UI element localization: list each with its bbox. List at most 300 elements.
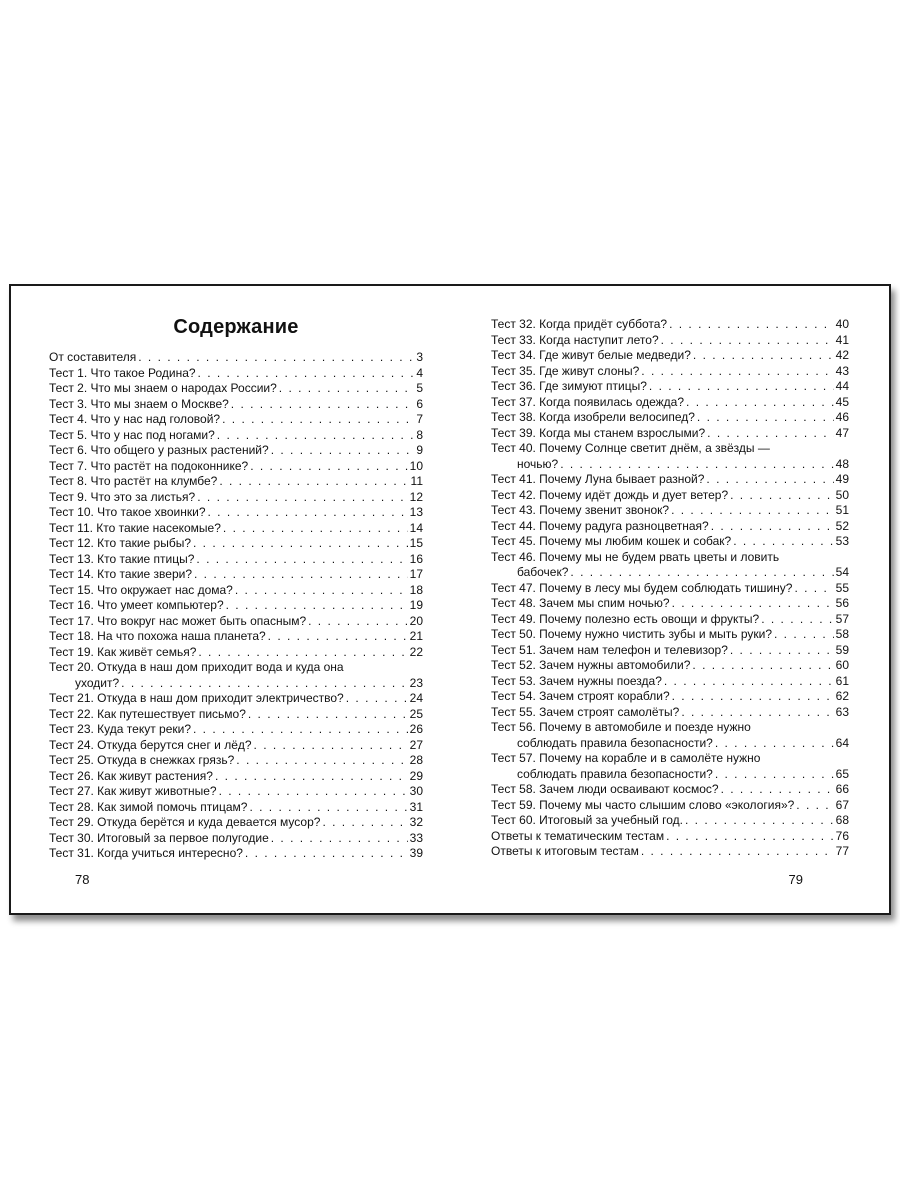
toc-entry [491, 410, 849, 426]
toc-entry-page: 29 [409, 768, 423, 783]
toc-entry-line [491, 565, 849, 581]
toc-entry [491, 426, 849, 442]
toc-left-list [49, 350, 423, 862]
toc-entry-page: 76 [835, 828, 849, 843]
toc-entry-title: соблюдать правила безопасности? [517, 766, 713, 781]
toc-entry-title: Тест 1. Что такое Родина? [49, 365, 196, 380]
toc-entry-line [49, 707, 423, 723]
toc-entry [49, 831, 423, 847]
toc-entry [491, 689, 849, 705]
toc-entry [49, 583, 423, 599]
toc-entry-line [49, 521, 423, 537]
toc-entry-page: 17 [409, 567, 423, 581]
toc-entry [49, 521, 423, 537]
toc-entry-page: 62 [835, 689, 849, 703]
dot-leader [245, 846, 408, 862]
toc-entry-line [49, 691, 423, 707]
toc-entry-title: Тест 44. Почему радуга разноцветная? [491, 518, 709, 533]
toc-entry [491, 472, 849, 488]
dot-leader [236, 753, 407, 769]
toc-entry-title: Тест 15. Что окружает нас дома? [49, 582, 233, 597]
dot-leader [669, 317, 834, 333]
toc-entry-page: 19 [409, 598, 423, 612]
dot-leader [774, 627, 834, 643]
toc-entry-line [49, 350, 423, 366]
toc-entry-title: Тест 5. Что у нас под ногами? [49, 427, 215, 442]
toc-entry [49, 846, 423, 862]
toc-entry-title: Тест 29. Откуда берётся и куда девается мусор? [49, 815, 321, 829]
toc-entry-line [49, 490, 423, 506]
dot-leader [249, 800, 407, 816]
toc-entry [491, 596, 849, 612]
toc-entry-line [491, 395, 849, 411]
toc-entry-page: 26 [409, 722, 423, 736]
dot-leader [226, 598, 408, 614]
toc-entry [49, 412, 423, 428]
toc-entry [491, 395, 849, 411]
toc-entry-line [491, 643, 849, 659]
dot-leader [208, 505, 408, 521]
toc-entry-title: От составителя [49, 350, 137, 364]
toc-entry-page: 45 [835, 394, 849, 409]
toc-entry [49, 614, 423, 630]
dot-leader [666, 829, 834, 845]
toc-entry-page: 9 [416, 443, 423, 457]
toc-entry-title: Тест 39. Когда мы станем взрослыми? [491, 425, 706, 440]
toc-entry [49, 567, 423, 583]
toc-entry-line [491, 317, 849, 333]
toc-entry-title: Тест 2. Что мы знаем о народах России? [49, 381, 277, 395]
toc-entry-page: 14 [409, 520, 423, 535]
toc-entry [49, 397, 423, 413]
toc-entry-line [491, 844, 849, 860]
toc-entry [491, 720, 849, 751]
toc-entry-page: 55 [835, 580, 849, 595]
toc-entry-line [49, 459, 423, 475]
dot-leader [198, 366, 415, 382]
toc-entry-page: 42 [835, 348, 849, 362]
toc-entry-page: 52 [835, 518, 849, 533]
toc-entry [491, 813, 849, 829]
dot-leader [223, 521, 408, 537]
dot-leader [322, 815, 407, 831]
toc-entry-title: Тест 48. Зачем мы спим ночью? [491, 596, 670, 610]
toc-entry-page: 46 [835, 410, 849, 424]
dot-leader [138, 350, 414, 366]
toc-entry-line [49, 552, 423, 568]
toc-entry-title: Тест 9. Что это за листья? [49, 489, 196, 504]
toc-entry-line [491, 596, 849, 612]
toc-entry-line [49, 366, 423, 382]
toc-entry-title: Тест 50. Почему нужно чистить зубы и мыть руки? [491, 627, 773, 641]
toc-entry-line [49, 583, 423, 599]
toc-entry-title: Тест 21. Откуда в наш дом приходит электричество? [49, 691, 344, 705]
toc-entry-title: Тест 8. Что растёт на клумбе? [49, 474, 218, 488]
toc-entry [491, 798, 849, 814]
toc-entry-line [49, 753, 423, 769]
toc-entry-line [49, 784, 423, 800]
toc-entry-line [491, 581, 849, 597]
toc-entry [49, 784, 423, 800]
toc-entry-page: 4 [416, 365, 423, 380]
dot-leader [711, 519, 834, 535]
toc-entry-page: 44 [835, 379, 849, 393]
dot-leader [194, 567, 408, 583]
toc-entry-line [49, 846, 423, 862]
toc-entry-title: соблюдать правила безопасности? [517, 735, 713, 750]
toc-entry-line [49, 800, 423, 816]
dot-leader [121, 676, 407, 692]
toc-entry-title: Тест 52. Зачем нужны автомобили? [491, 658, 691, 672]
toc-entry-title: Тест 32. Когда придёт суббота? [491, 317, 668, 331]
dot-leader [692, 658, 833, 674]
toc-entry [49, 459, 423, 475]
toc-entry-page: 15 [409, 536, 423, 550]
toc-entry-title: Тест 28. Как зимой помочь птицам? [49, 799, 248, 814]
dot-leader [706, 472, 833, 488]
toc-entry [49, 660, 423, 691]
dot-leader [733, 534, 833, 550]
toc-entry-line [491, 457, 849, 473]
toc-entry [49, 443, 423, 459]
toc-entry-line [49, 722, 423, 738]
dot-leader [231, 397, 415, 413]
toc-entry-title: Тест 16. Что умеет компьютер? [49, 598, 224, 612]
toc-entry [491, 317, 849, 333]
toc-entry-line [49, 505, 423, 521]
toc-entry-page: 59 [835, 642, 849, 657]
toc-entry-page: 3 [416, 350, 423, 364]
toc-entry-title: Тест 34. Где живут белые медведи? [491, 348, 691, 362]
toc-entry-page: 68 [835, 813, 849, 827]
dot-leader [730, 643, 834, 659]
toc-entry-page: 39 [409, 846, 423, 860]
toc-entry-title: Тест 27. Как живут животные? [49, 784, 217, 798]
dot-leader [721, 782, 834, 798]
toc-entry [491, 658, 849, 674]
dot-leader [222, 412, 414, 428]
toc-entry-title: Тест 60. Итоговый за учебный год. [491, 813, 683, 827]
toc-entry [49, 645, 423, 661]
toc-entry-title: Тест 41. Почему Луна бывает разной? [491, 472, 705, 486]
dot-leader [794, 581, 833, 597]
toc-entry [49, 350, 423, 366]
dot-leader [197, 490, 407, 506]
toc-entry-page: 24 [409, 691, 423, 705]
toc-entry-title: Тест 55. Зачем строят самолёты? [491, 704, 680, 719]
dot-leader [796, 798, 833, 814]
toc-entry [49, 691, 423, 707]
toc-entry [491, 829, 849, 845]
toc-entry [49, 629, 423, 645]
toc-entry-title: Тест 53. Зачем нужны поезда? [491, 673, 662, 688]
toc-entry-page: 28 [409, 753, 423, 767]
toc-entry-title: Тест 37. Когда появилась одежда? [491, 394, 685, 409]
dot-leader [271, 831, 408, 847]
dot-leader [219, 474, 408, 490]
toc-right-list [491, 317, 849, 860]
toc-entry-line [491, 658, 849, 674]
toc-entry-title-line1: Тест 40. Почему Солнце светит днём, а звёзды — [491, 441, 770, 455]
toc-entry-title: Тест 10. Что такое хвоинки? [49, 505, 206, 519]
toc-entry [49, 381, 423, 397]
dot-leader [697, 410, 834, 426]
toc-entry-page: 41 [835, 332, 849, 347]
toc-entry-line [491, 705, 849, 721]
toc-entry [491, 627, 849, 643]
toc-entry [491, 503, 849, 519]
toc-entry-title: Тест 25. Откуда в снежках грязь? [49, 753, 235, 767]
toc-entry-page: 49 [835, 472, 849, 486]
toc-entry-title: Тест 19. Как живёт семья? [49, 644, 197, 659]
toc-entry-page: 30 [409, 784, 423, 798]
dot-leader [560, 457, 833, 473]
contents-title: Содержание [173, 316, 299, 338]
dot-leader [250, 459, 407, 475]
dot-leader [346, 691, 408, 707]
toc-entry-title: Тест 18. На что похожа наша планета? [49, 629, 266, 643]
dot-leader [308, 614, 408, 630]
toc-entry-page: 65 [835, 766, 849, 781]
dot-leader [671, 503, 834, 519]
toc-entry-line [491, 503, 849, 519]
dot-leader [248, 707, 408, 723]
toc-entry-page: 13 [409, 505, 423, 519]
toc-entry-title: Тест 24. Откуда берутся снег и лёд? [49, 737, 252, 752]
toc-entry-title: Тест 17. Что вокруг нас может быть опасным? [49, 613, 307, 628]
toc-entry-line [491, 829, 849, 845]
dot-leader [215, 769, 408, 785]
toc-entry-title: Тест 58. Зачем люди осваивают космос? [491, 782, 719, 796]
dot-leader [219, 784, 408, 800]
toc-entry-title-line1: Тест 57. Почему на корабле и в самолёте нужно [491, 751, 761, 765]
toc-entry-line [49, 645, 423, 661]
toc-entry-page: 32 [409, 815, 423, 829]
dot-leader [198, 645, 407, 661]
toc-entry-page: 43 [835, 363, 849, 378]
toc-entry-line [491, 410, 849, 426]
toc-entry [49, 707, 423, 723]
toc-entry [49, 769, 423, 785]
toc-entry [491, 844, 849, 860]
toc-entry-line [49, 598, 423, 614]
toc-entry-line [49, 443, 423, 459]
toc-entry-page: 60 [835, 658, 849, 672]
toc-entry-page: 33 [409, 830, 423, 845]
toc-entry-title: Тест 4. Что у нас над головой? [49, 412, 221, 426]
toc-entry [491, 488, 849, 504]
toc-entry-line [49, 567, 423, 583]
toc-entry-line [491, 813, 849, 829]
toc-entry [49, 738, 423, 754]
toc-entry-page: 64 [835, 735, 849, 750]
toc-entry-title-line1: Тест 56. Почему в автомобиле и поезде нужно [491, 720, 751, 734]
toc-entry [491, 348, 849, 364]
toc-entry-line [491, 426, 849, 442]
toc-entry-line [491, 364, 849, 380]
toc-entry-title: Тест 33. Когда наступит лето? [491, 332, 659, 347]
toc-entry-title: Тест 45. Почему мы любим кошек и собак? [491, 534, 732, 548]
dot-leader [570, 565, 833, 581]
dot-leader [761, 612, 833, 628]
toc-entry-line [491, 333, 849, 349]
toc-entry-title: Тест 43. Почему звенит звонок? [491, 503, 670, 517]
toc-entry-line [49, 831, 423, 847]
toc-entry-line [491, 612, 849, 628]
toc-entry [49, 753, 423, 769]
dot-leader [193, 722, 408, 738]
toc-entry-line [49, 397, 423, 413]
toc-entry-title: Тест 42. Почему идёт дождь и дует ветер? [491, 487, 729, 502]
toc-entry-line [491, 348, 849, 364]
toc-entry-line [491, 798, 849, 814]
toc-entry-title: Тест 11. Кто такие насекомые? [49, 520, 221, 535]
toc-entry-title: Тест 35. Где живут слоны? [491, 363, 640, 378]
dot-leader [196, 552, 407, 568]
toc-entry-title: Тест 31. Когда учиться интересно? [49, 846, 243, 860]
toc-entry-title: Тест 13. Кто такие птицы? [49, 551, 195, 566]
toc-entry-page: 27 [409, 737, 423, 752]
toc-entry-title: Тест 59. Почему мы часто слышим слово «экология»? [491, 797, 795, 812]
toc-entry-line [491, 689, 849, 705]
dot-leader [641, 844, 834, 860]
toc-entry-title: бабочек? [517, 565, 569, 579]
toc-entry-title: Тест 26. Как живут растения? [49, 768, 213, 783]
toc-entry-title: Тест 6. Что общего у разных растений? [49, 443, 269, 457]
toc-entry [491, 782, 849, 798]
toc-entry-page: 61 [835, 673, 849, 688]
dot-leader [217, 428, 415, 444]
toc-entry-line [49, 614, 423, 630]
toc-entry-line [491, 488, 849, 504]
toc-entry-page: 25 [409, 706, 423, 721]
dot-leader [641, 364, 833, 380]
toc-entry-title: Тест 7. Что растёт на подоконнике? [49, 458, 249, 473]
toc-entry-line [491, 767, 849, 783]
toc-entry-title: Тест 3. Что мы знаем о Москве? [49, 396, 229, 411]
toc-entry-title: Тест 30. Итоговый за первое полугодие [49, 830, 269, 845]
toc-entry-page: 66 [835, 782, 849, 796]
toc-entry [491, 534, 849, 550]
toc-entry-line [49, 428, 423, 444]
toc-entry [491, 550, 849, 581]
toc-entry [491, 674, 849, 690]
toc-entry [491, 379, 849, 395]
toc-entry [49, 598, 423, 614]
dot-leader [693, 348, 834, 364]
toc-entry [491, 612, 849, 628]
dot-leader [271, 443, 415, 459]
toc-entry-title: Тест 12. Кто такие рыбы? [49, 536, 192, 550]
right-page [491, 286, 849, 913]
toc-entry-page: 10 [409, 458, 423, 473]
toc-entry-line [49, 676, 423, 692]
toc-entry-line [49, 536, 423, 552]
dot-leader [661, 333, 834, 349]
toc-entry-title: Тест 47. Почему в лесу мы будем соблюдать тишину? [491, 580, 793, 595]
toc-entry [491, 519, 849, 535]
toc-entry [49, 800, 423, 816]
toc-entry-title: Тест 54. Зачем строят корабли? [491, 689, 670, 703]
toc-entry-line [491, 534, 849, 550]
toc-entry-line [49, 815, 423, 831]
page-number-right: 79 [788, 872, 803, 887]
toc-entry-title: Тест 51. Зачем нам телефон и телевизор? [491, 642, 728, 657]
toc-entry [49, 428, 423, 444]
dot-leader [686, 395, 834, 411]
toc-entry-title: Тест 22. Как путешествует письмо? [49, 706, 246, 721]
toc-entry-page: 5 [416, 381, 423, 395]
toc-entry-page: 23 [409, 675, 423, 690]
toc-entry-page: 6 [416, 396, 423, 411]
toc-entry-line [49, 738, 423, 754]
dot-leader [193, 536, 408, 552]
dot-leader [664, 674, 834, 690]
dot-leader [235, 583, 408, 599]
book-spread [9, 284, 891, 915]
toc-entry-title: Тест 14. Кто такие звери? [49, 567, 192, 581]
toc-entry [49, 474, 423, 490]
toc-entry-line [49, 412, 423, 428]
dot-leader [254, 738, 408, 754]
toc-entry-page: 56 [835, 596, 849, 610]
toc-entry-page: 18 [409, 582, 423, 597]
toc-entry-page: 54 [835, 565, 849, 579]
toc-entry-page: 12 [409, 489, 423, 504]
toc-entry [49, 536, 423, 552]
toc-entry-line [491, 519, 849, 535]
toc-entry-page: 58 [835, 627, 849, 641]
toc-entry-page: 51 [835, 503, 849, 517]
toc-entry [49, 722, 423, 738]
toc-entry [491, 643, 849, 659]
toc-entry-page: 63 [835, 704, 849, 719]
toc-entry-page: 53 [835, 534, 849, 548]
toc-entry-page: 31 [409, 799, 423, 814]
toc-entry-page: 47 [835, 425, 849, 440]
dot-leader [649, 379, 834, 395]
toc-entry [491, 364, 849, 380]
left-page [49, 286, 423, 913]
dot-leader [681, 705, 833, 721]
toc-entry-line [49, 769, 423, 785]
toc-entry-page: 77 [835, 844, 849, 858]
dot-leader [685, 813, 834, 829]
toc-entry-title: Тест 49. Почему полезно есть овощи и фрукты? [491, 611, 760, 626]
toc-entry-line [49, 629, 423, 645]
toc-entry [491, 441, 849, 472]
toc-entry-title: Тест 38. Когда изобрели велосипед? [491, 410, 695, 424]
toc-entry [49, 490, 423, 506]
toc-entry-line [491, 736, 849, 752]
toc-entry-page: 57 [835, 611, 849, 626]
toc-entry-line [491, 379, 849, 395]
toc-entry [49, 366, 423, 382]
toc-entry-page: 50 [835, 487, 849, 502]
toc-entry-title: Тест 36. Где зимуют птицы? [491, 379, 647, 393]
toc-entry-title: Ответы к тематическим тестам [491, 828, 665, 843]
toc-entry-page: 7 [416, 412, 423, 426]
toc-entry [491, 751, 849, 782]
toc-entry [49, 815, 423, 831]
dot-leader [715, 767, 834, 783]
toc-entry-title: Ответы к итоговым тестам [491, 844, 639, 858]
toc-entry-page: 11 [410, 474, 423, 488]
toc-entry-line [491, 782, 849, 798]
toc-entry-page: 22 [409, 644, 423, 659]
toc-entry [49, 552, 423, 568]
dot-leader [672, 689, 834, 705]
